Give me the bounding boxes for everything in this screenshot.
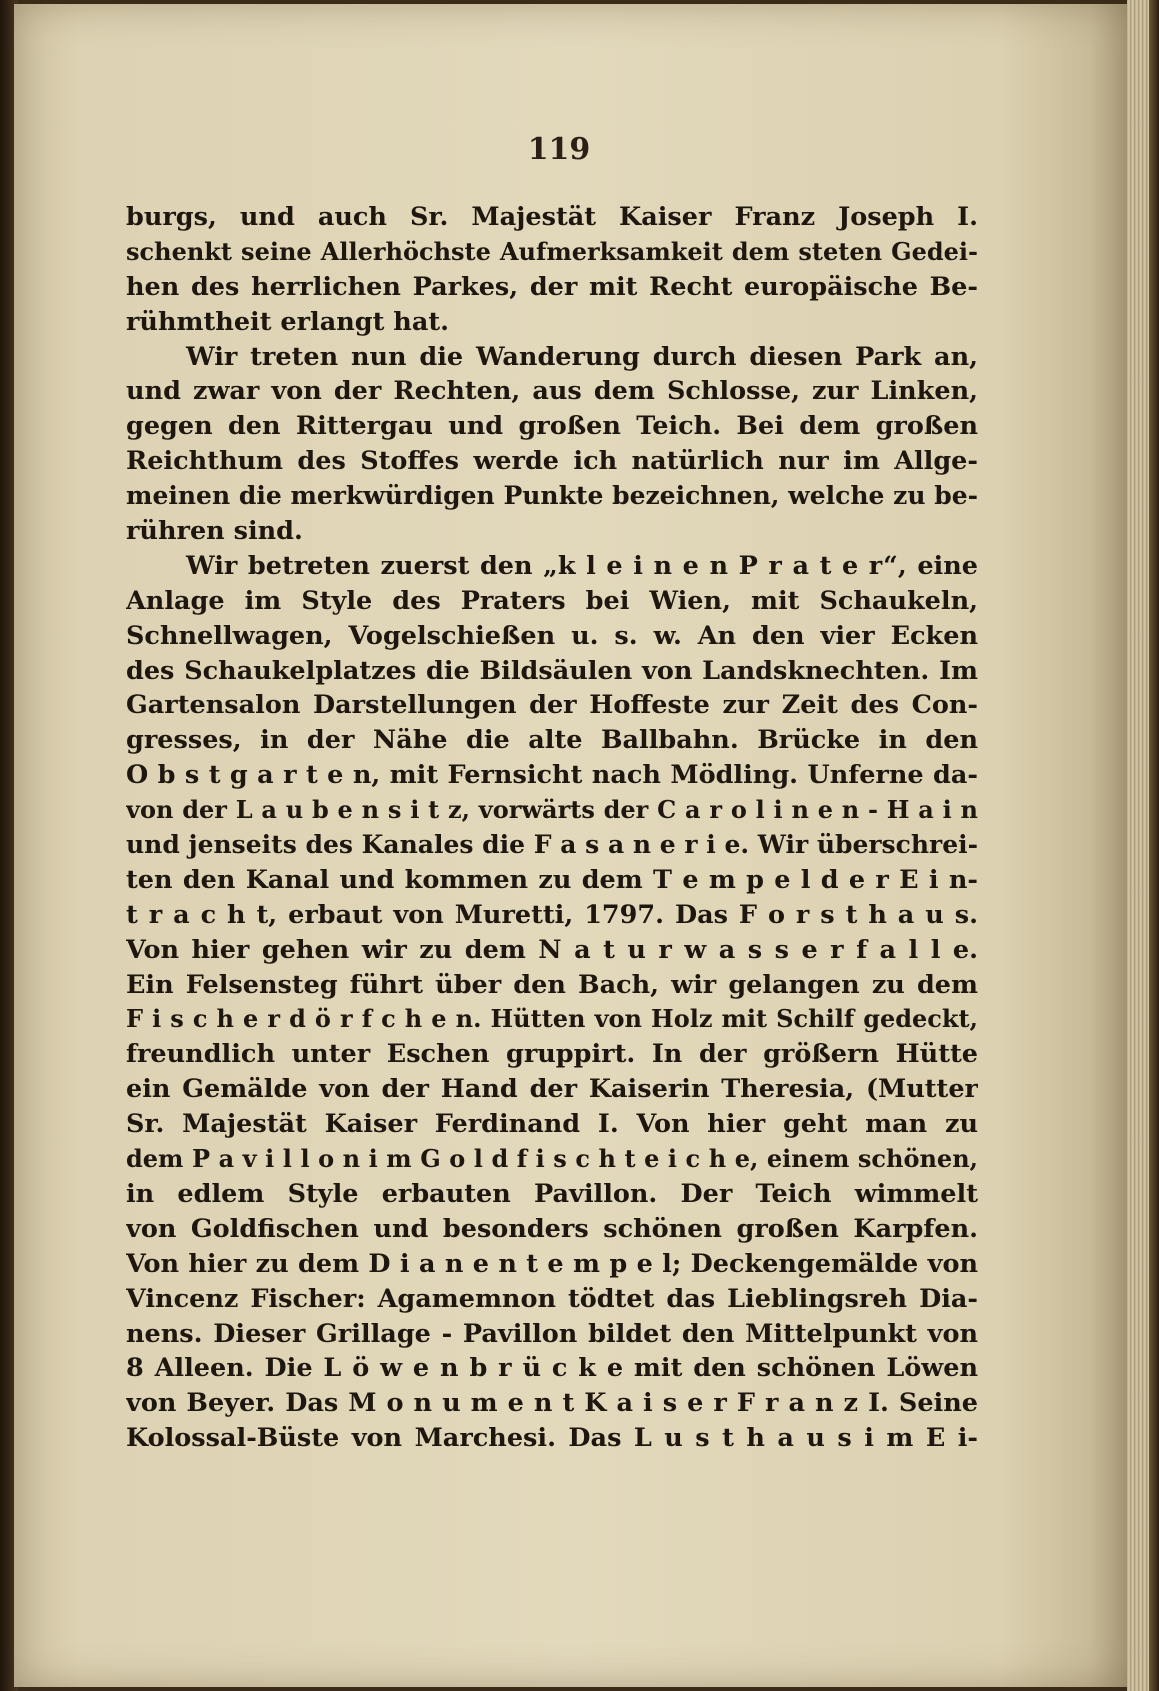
text-line: und jenseits des Kanales die F a s a n e r i e. Wir überschrei- — [126, 830, 978, 860]
page-number: 119 — [527, 132, 591, 167]
text-line: von Beyer. Das M o n u m e n t K a i s e r F r a n z I. Seine — [126, 1388, 978, 1419]
text-line: Reichthum des Stoffes werde ich natürlich nur im Allge- — [126, 446, 978, 477]
text-line: t r a c h t, erbaut von Muretti, 1797. Das F o r s t h a u s. — [126, 899, 978, 930]
text-line: Gartensalon Darstellungen der Hoffeste zur Zeit des Con- — [126, 690, 978, 721]
text-line: Wir betreten zuerst den „k l e i n e n P r a t e r“, eine — [186, 550, 978, 581]
text-line: ten den Kanal und kommen zu dem T e m p e l d e r E i n- — [126, 864, 978, 895]
text-line: rühren sind. — [126, 516, 303, 547]
text-line: schenkt seine Allerhöchste Aufmerksamkeit dem steten Gedei- — [126, 236, 978, 266]
text-line: O b s t g a r t e n, mit Fernsicht nach Mödling. Unferne da- — [126, 760, 978, 791]
text-line: burgs, und auch Sr. Majestät Kaiser Franz Joseph I. — [126, 202, 978, 232]
text-line: rühmtheit erlangt hat. — [126, 306, 449, 337]
text-line: F i s c h e r d ö r f c h e n. Hütten von Holz mit Schilf gedeckt, — [126, 1004, 978, 1034]
body-text — [126, 200, 978, 1456]
text-line: von der L a u b e n s i t z, vorwärts der C a r o l i n e n - H a i n — [126, 795, 978, 825]
text-line: freundlich unter Eschen gruppirt. In der größern Hütte — [126, 1039, 978, 1070]
text-line: Kolossal-Büste von Marchesi. Das L u s t h a u s i m E i- — [126, 1423, 978, 1454]
text-line: Schnellwagen, Vogelschießen u. s. w. An den vier Ecken — [126, 620, 978, 651]
text-line: nens. Dieser Grillage - Pavillon bildet den Mittelpunkt von — [126, 1318, 978, 1349]
text-line: meinen die merkwürdigen Punkte bezeichnen, welche zu be- — [126, 481, 978, 511]
text-line: hen des herrlichen Parkes, der mit Recht europäische Be- — [126, 271, 978, 302]
book-spine-shadow — [1149, 0, 1159, 1691]
text-line: Sr. Majestät Kaiser Ferdinand I. Von hier geht man zu — [126, 1109, 978, 1140]
text-line: Vincenz Fischer: Agamemnon tödtet das Lieblingsreh Dia- — [126, 1283, 978, 1314]
text-line: 8 Alleen. Die L ö w e n b r ü c k e mit den schönen Löwen — [126, 1353, 978, 1384]
book-page — [14, 4, 1134, 1687]
text-line: gresses, in der Nähe die alte Ballbahn. Brücke in den — [126, 725, 978, 756]
text-line: Von hier gehen wir zu dem N a t u r w a s s e r f a l l e. — [126, 934, 978, 965]
text-line: Anlage im Style des Praters bei Wien, mit Schaukeln, — [126, 585, 978, 616]
text-line: und zwar von der Rechten, aus dem Schlosse, zur Linken, — [126, 376, 978, 407]
text-line: in edlem Style erbauten Pavillon. Der Teich wimmelt — [126, 1178, 978, 1209]
text-line: Ein Felsensteg führt über den Bach, wir gelangen zu dem — [126, 969, 978, 1000]
text-line: Von hier zu dem D i a n e n t e m p e l; Deckengemälde von — [126, 1248, 978, 1279]
text-line: von Goldfischen und besonders schönen großen Karpfen. — [126, 1213, 978, 1244]
text-line: dem P a v i l l o n i m G o l d f i s c h t e i c h e, einem schönen, — [126, 1144, 978, 1174]
text-line: ein Gemälde von der Hand der Kaiserin Theresia, (Mutter — [126, 1074, 978, 1105]
text-line: gegen den Rittergau und großen Teich. Bei dem großen — [126, 411, 978, 442]
text-line: Wir treten nun die Wanderung durch diesen Park an, — [186, 341, 978, 372]
text-line: des Schaukelplatzes die Bildsäulen von Landsknechten. Im — [126, 655, 978, 686]
